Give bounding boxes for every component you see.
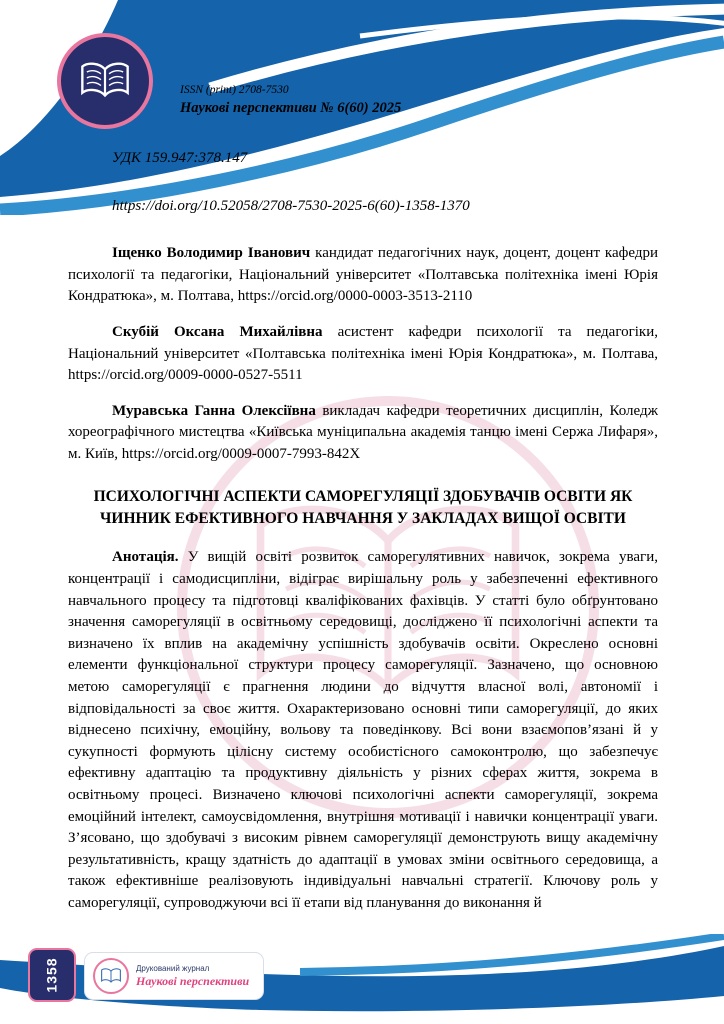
journal-header [180,84,401,117]
footer-book-icon [99,966,123,986]
author-details: асистент кафедри психології та педагогіки, Національний університет «Полтавська політехніка імені Юрія Кондратюка», м. Полтава, https://orcid.org/0009-0000-0527-5511 [68,323,658,384]
author-name: Скубій Оксана Михайлівна [112,323,323,340]
footer-journal-subtitle: Наукові перспективи [136,973,250,988]
open-book-icon [76,58,134,104]
journal-logo [57,33,153,129]
article-content [68,148,658,915]
page-number-badge [28,948,76,1002]
article-title: ПСИХОЛОГІЧНІ АСПЕКТИ САМОРЕГУЛЯЦІЇ ЗДОБУВАЧІВ ОСВІТИ ЯК ЧИННИК ЕФЕКТИВНОГО НАВЧАННЯ У ЗАКЛАДАХ ВИЩОЇ ОСВІТИ [93,487,633,527]
page-number: 1358 [44,957,60,993]
doi-line: https://doi.org/10.52058/2708-7530-2025-6(60)-1358-1370 [112,197,470,214]
author-paragraph [68,401,658,466]
journal-name-text: Наукові перспективи № 6(60) 2025 [180,100,402,116]
footer-journal-text [136,964,249,988]
footer-journal-logo [93,958,129,994]
author-paragraph [68,322,658,387]
footer-journal-title: Друкований журнал [136,964,210,973]
abstract-paragraph [68,547,658,914]
author-details: викладач кафедри теоретичних дисциплін, Коледж хореографічного мистецтва «Київська муніципальна академія танцю імені Сержа Лифаря», м. Київ, https://orcid.org/0009-0007-7993-842X [68,402,658,462]
footer-journal-badge [84,952,264,1000]
author-name: Іщенко Володимир Іванович [112,245,311,262]
issn-text: ISSN (print) 2708-7530 [180,84,289,96]
abstract-text: У вищій освіті розвиток саморегулятивних навичок, зокрема уваги, концентрації і самодисципліни, відіграє вирішальну роль у забезпеченні ефективного навчального процесу та підготовці кваліфікованих фахівців. У статті було обґрунтовано значення саморегуляції в освітньому середовищі, досліджено її психологічні аспекти та визначено їх вплив на академічну успішність здобувачів освіти. Окреслено основні елементи функціональної структури процесу саморегуляції. Зазначено, що основною метою саморегуляції є прагнення людини до відчуття власної волі, автономії і відповідальності за своє життя. Охарактеризовано основні типи саморегуляції, до яких віднесено психічну, емоційну, вольову та поведінкову. Всі вони взаємопов’язані й у сукупності формують цілісну систему особистісного самоконтролю, що забезпечує ефективну адаптацію та продуктивну діяльність у різних сферах життя, зокрема в освітньому процесі. Визначено ключові психологічні аспекти саморегуляції, зокрема емоційний інтелект, самоусвідомлення, внутрішня мотивації і навички концентрації уваги. З’ясовано, що здобувачі з високим рівнем саморегуляції демонструють вищу академічну результативність, кращу здатність до адаптації в умовах зміни освітнього середовища, а також ефективніше реалізовують індивідуальні навчальні стратегії. Ключову роль у саморегуляції, супроводжуючи всі її етапи від планування до виконання й [68,549,658,911]
author-paragraph [68,243,658,308]
author-details: кандидат педагогічних наук, доцент, доцент кафедри психології та педагогіки, Національний університет «Полтавська політехніка імені Юрія Кондратюка», м. Полтава, https://orcid.org/0000-0003-3513-2110 [68,245,658,305]
udc-line: УДК 159.947:378.147 [112,150,248,166]
abstract-label: Анотація. [112,549,179,566]
author-name: Муравська Ганна Олексіївна [112,402,316,419]
